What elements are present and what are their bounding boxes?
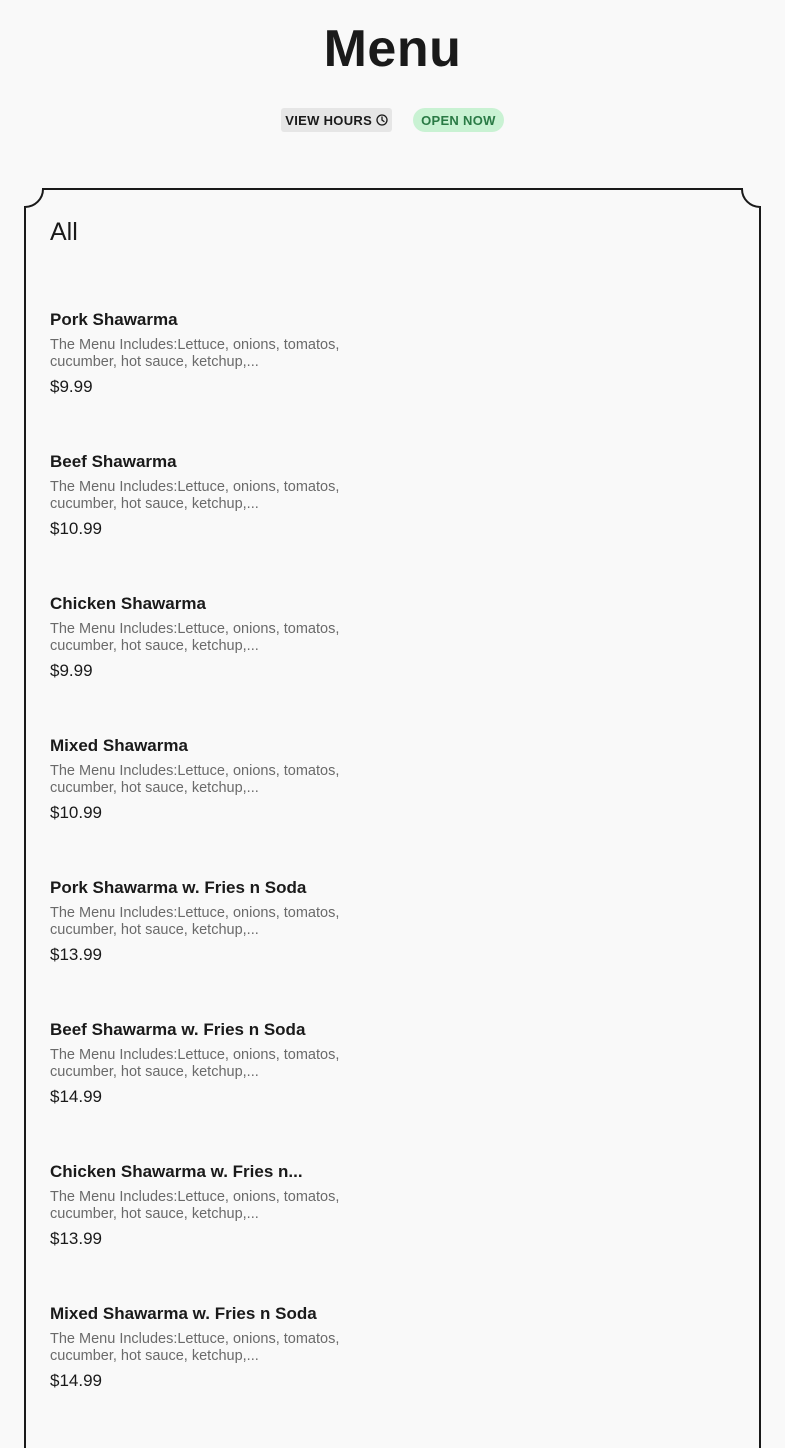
menu-item[interactable] [50,452,350,539]
section-title: All [50,218,78,246]
menu-item-name: Pork Shawarma w. Fries n Soda [50,878,307,897]
menu-item-price: $14.99 [50,1371,102,1390]
menu-item-name: Beef Shawarma [50,452,177,471]
menu-item[interactable] [50,1304,350,1391]
menu-item-price: $9.99 [50,661,93,680]
menu-item-name: Pork Shawarma [50,310,178,329]
header-badges [0,108,785,132]
menu-item[interactable] [50,1162,350,1249]
menu-section-card [24,188,761,1448]
menu-item[interactable] [50,736,350,823]
open-status-badge: OPEN NOW [413,108,504,132]
menu-item-description: The Menu Includes:Lettuce, onions, tomatos, cucumber, hot sauce, ketchup,... [50,621,340,654]
menu-item-name: Chicken Shawarma [50,594,206,613]
clock-icon [376,114,388,126]
page-title: Menu [323,20,462,78]
view-hours-label: VIEW HOURS [285,112,373,128]
menu-item-name: Mixed Shawarma w. Fries n Soda [50,1304,317,1323]
menu-item-price: $13.99 [50,945,102,964]
menu-item[interactable] [50,878,350,965]
menu-item[interactable] [50,594,350,681]
menu-item-description: The Menu Includes:Lettuce, onions, tomatos, cucumber, hot sauce, ketchup,... [50,1189,340,1222]
menu-item-price: $10.99 [50,519,102,538]
menu-item-description: The Menu Includes:Lettuce, onions, tomatos, cucumber, hot sauce, ketchup,... [50,479,340,512]
menu-item-name: Mixed Shawarma [50,736,188,755]
menu-item-description: The Menu Includes:Lettuce, onions, tomatos, cucumber, hot sauce, ketchup,... [50,905,340,938]
menu-item[interactable] [50,1020,350,1107]
menu-item-description: The Menu Includes:Lettuce, onions, tomatos, cucumber, hot sauce, ketchup,... [50,763,340,796]
menu-item-description: The Menu Includes:Lettuce, onions, tomatos, cucumber, hot sauce, ketchup,... [50,1331,340,1364]
menu-item[interactable] [50,310,350,397]
menu-item-price: $13.99 [50,1229,102,1248]
view-hours-button[interactable] [281,108,392,132]
menu-item-price: $9.99 [50,377,93,396]
menu-item-name: Chicken Shawarma w. Fries n... [50,1162,303,1181]
menu-item-name: Beef Shawarma w. Fries n Soda [50,1020,306,1039]
menu-item-price: $10.99 [50,803,102,822]
menu-item-description: The Menu Includes:Lettuce, onions, tomatos, cucumber, hot sauce, ketchup,... [50,337,340,370]
menu-item-description: The Menu Includes:Lettuce, onions, tomatos, cucumber, hot sauce, ketchup,... [50,1047,340,1080]
menu-item-price: $14.99 [50,1087,102,1106]
